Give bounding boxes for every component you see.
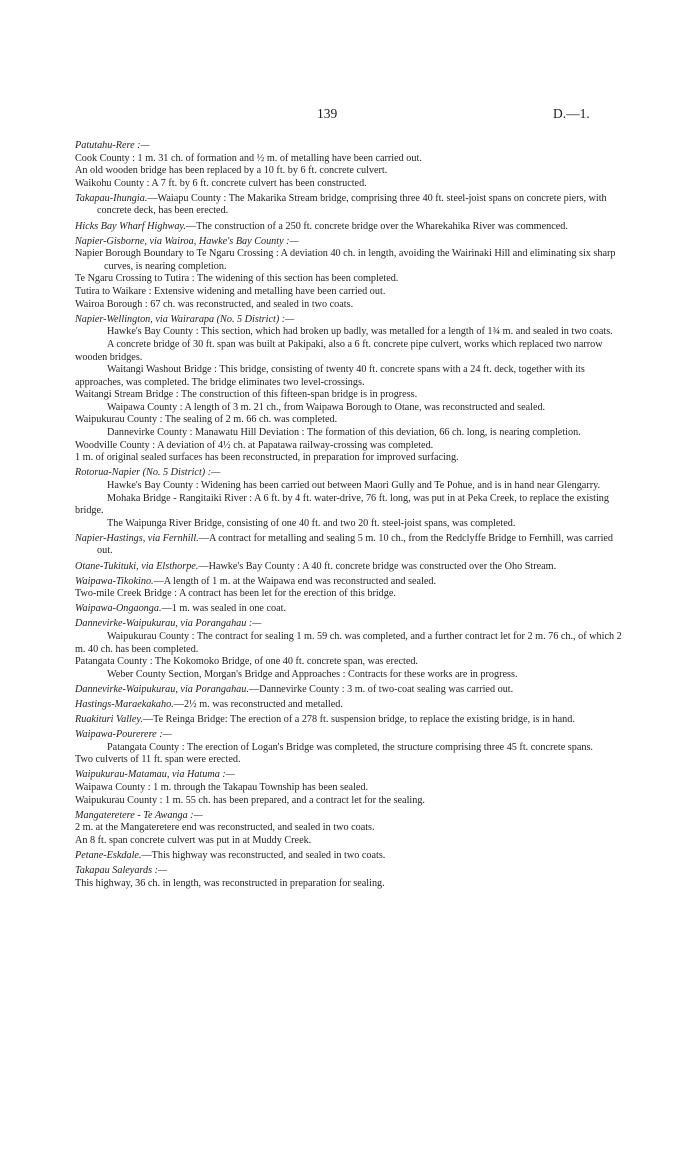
section-entry: [75, 561, 628, 574]
paragraph: Woodville County : A deviation of 4½ ch. at Papatawa railway-crossing was completed.: [75, 439, 434, 451]
section: [75, 714, 628, 727]
paragraph: 1 m. of original sealed surfaces has been reconstructed, in preparation for improved surfacing.: [75, 452, 459, 464]
section-heading: Waipukurau-Matamau, via Hatuma :—: [75, 769, 235, 781]
section: [75, 576, 628, 601]
page-number: 139: [317, 106, 338, 121]
section: [75, 850, 628, 863]
paragraph: Two culverts of 11 ft. span were erected.: [75, 754, 241, 766]
paragraph: Waipukurau County : 1 m. 55 ch. has been prepared, and a contract let for the sealing.: [75, 794, 425, 806]
section: [75, 603, 628, 616]
section-heading: Rotorua-Napier (No. 5 District) :—: [75, 467, 221, 479]
paragraph: The Waipunga River Bridge, consisting of one 40 ft. and two 20 ft. steel-joist spans, was completed.: [107, 517, 516, 529]
section: [75, 533, 628, 558]
section-text: —This highway was reconstructed, and sealed in two coats.: [141, 849, 386, 861]
paragraph: This highway, 36 ch. in length, was reconstructed in preparation for sealing.: [75, 877, 385, 889]
section: [75, 865, 628, 890]
paragraph: Hawke's Bay County : This section, which had broken up badly, was metalled for a length of 1¾ m. and sealed in two coats.: [107, 326, 613, 338]
paragraph: Cook County : 1 m. 31 ch. of formation and ½ m. of metalling have been carried out.: [75, 152, 422, 164]
paragraph: An old wooden bridge has been replaced by a 10 ft. by 6 ft. concrete culvert.: [75, 165, 388, 177]
section-title: Petane-Eskdale.: [75, 849, 142, 861]
section-text: —The construction of a 250 ft. concrete bridge over the Wharekahika River was commenced.: [185, 220, 568, 232]
section: [75, 467, 628, 530]
section-text: —Te Reinga Bridge: The erection of a 278 ft. suspension bridge, to replace the existing bridge, is in hand.: [142, 714, 575, 726]
section-title: Dannevirke-Waipukurau, via Porangahau.: [75, 683, 249, 695]
paragraph: Dannevirke County : Manawatu Hill Deviation : The formation of this deviation, 66 ch. long, is nearing completion.: [107, 427, 581, 439]
section-heading: Napier-Wellington, via Wairarapa (No. 5 District) :—: [75, 313, 295, 325]
section-title: Ruakituri Valley.: [75, 714, 143, 726]
paragraph: Te Ngaru Crossing to Tutira : The widening of this section has been completed.: [75, 273, 399, 285]
section: [75, 221, 628, 234]
section-text: —Waiapu County : The Makarika Stream bridge, comprising three 40 ft. steel-joist spans on concrete piers, with concrete deck, has been erected.: [97, 192, 607, 217]
paragraph: Waipawa County : A length of 3 m. 21 ch., from Waipawa Borough to Otane, was reconstructed and sealed.: [107, 401, 546, 413]
paragraph: Hawke's Bay County : Widening has been carried out between Maori Gully and Te Pohue, and is in hand near Glengarry.: [107, 479, 601, 491]
section-title: Otane-Tukituki, via Elsthorpe.: [75, 560, 199, 572]
paragraph: Tutira to Waikare : Extensive widening and metalling have been carried out.: [75, 286, 386, 298]
section-title: Waipawa-Ongaonga.: [75, 603, 162, 615]
paragraph: Waipawa County : 1 m. through the Takapau Township has been sealed.: [75, 782, 369, 793]
section: [75, 561, 628, 574]
section-heading: Takapau Saleyards :—: [75, 865, 168, 877]
section-title: Hastings-Maraekakaho.: [75, 698, 174, 710]
section-heading: Waipawa-Pourerere :—: [75, 729, 172, 741]
section-text: —1 m. was sealed in one coat.: [161, 603, 286, 615]
section: [75, 314, 628, 465]
section: [75, 699, 628, 712]
paragraph: Wairoa Borough : 67 ch. was reconstructed, and sealed in two coats.: [75, 298, 354, 310]
section-text: —2½ m. was reconstructed and metalled.: [173, 698, 343, 710]
paragraph: Waipukurau County : The sealing of 2 m. 66 ch. was completed.: [75, 414, 338, 426]
section-text: —A length of 1 m. at the Waipawa end was reconstructed and sealed.: [153, 575, 437, 587]
section: [75, 140, 628, 190]
section-entry: [75, 684, 628, 697]
paragraph: Patangata County : The Kokomoko Bridge, of one 40 ft. concrete span, was erected.: [75, 656, 418, 668]
paragraph: Waitangi Washout Bridge : This bridge, consisting of twenty 40 ft. concrete spans with a 24 ft. deck, together with its approaches, was completed. The bridge eliminates two level-crossings.: [75, 364, 585, 388]
section: [75, 193, 628, 218]
section: [75, 684, 628, 697]
section-entry: [75, 603, 628, 616]
document-body: [75, 140, 628, 893]
section-entry: [75, 576, 628, 589]
section: [75, 769, 628, 807]
section-entry: [75, 193, 628, 218]
section: [75, 236, 628, 312]
section: [75, 618, 628, 681]
section-entry: [75, 221, 628, 234]
document-reference: D.—1.: [553, 106, 590, 121]
section-text: —Dannevirke County : 3 m. of two-coat sealing was carried out.: [248, 683, 514, 695]
paragraph: A concrete bridge of 30 ft. span was built at Pakipaki, also a 6 ft. concrete pipe culvert, works which replaced two narrow wooden bridges.: [75, 338, 603, 363]
section-title: Waipawa-Tikokino.: [75, 575, 154, 587]
section-entry: [75, 850, 628, 863]
section-heading: Napier-Gisborne, via Wairoa, Hawke's Bay County :—: [75, 235, 299, 247]
section-entry: [75, 699, 628, 712]
section-heading: Dannevirke-Waipukurau, via Porangahau :—: [75, 618, 262, 630]
paragraph: Mohaka Bridge - Rangitaiki River : A 6 ft. by 4 ft. water-drive, 76 ft. long, was put in at Peka Creek, to replace the existing bridge.: [75, 492, 609, 517]
section-heading: Mangateretere - Te Awanga :—: [75, 809, 203, 821]
section-title: Hicks Bay Wharf Highway.: [75, 220, 186, 232]
section-title: Takapau-Ihungia.: [75, 192, 148, 204]
paragraph: Patangata County : The erection of Logan's Bridge was completed, the structure comprising three 45 ft. concrete spans.: [107, 741, 593, 753]
section: [75, 729, 628, 767]
paragraph: Waikohu County : A 7 ft. by 6 ft. concrete culvert has been constructed.: [75, 177, 367, 189]
paragraph: Waipukurau County : The contract for sealing 1 m. 59 ch. was completed, and a further contract let for 2 m. 76 ch., of which 2 m. 40 ch. has been completed.: [75, 630, 622, 655]
section-text: —A contract for metalling and sealing 5 m. 10 ch., from the Redclyffe Bridge to Fernhill, was carried out.: [97, 532, 614, 557]
section-entry: [75, 714, 628, 727]
section-heading: Patutahu-Rere :—: [75, 140, 150, 151]
paragraph: Two-mile Creek Bridge : A contract has been let for the erection of this bridge.: [75, 588, 396, 600]
paragraph: An 8 ft. span concrete culvert was put in at Muddy Creek.: [75, 834, 312, 846]
page-header: [0, 108, 700, 126]
paragraph: Weber County Section, Morgan's Bridge and Approaches : Contracts for these works are in progress.: [107, 668, 518, 680]
section-entry: [75, 533, 628, 558]
paragraph: Napier Borough Boundary to Te Ngaru Crossing : A deviation 40 ch. in length, avoiding the Wairinaki Hill and eliminating six sharp curves, is nearing completion.: [75, 248, 616, 272]
paragraph: Waitangi Stream Bridge : The construction of this fifteen-span bridge is in progress.: [75, 389, 418, 401]
section: [75, 810, 628, 848]
section-title: Napier-Hastings, via Fernhill.: [75, 532, 199, 544]
section-text: —Hawke's Bay County : A 40 ft. concrete bridge was constructed over the Oho Stream.: [198, 560, 557, 572]
paragraph: 2 m. at the Mangateretere end was reconstructed, and sealed in two coats.: [75, 822, 375, 834]
